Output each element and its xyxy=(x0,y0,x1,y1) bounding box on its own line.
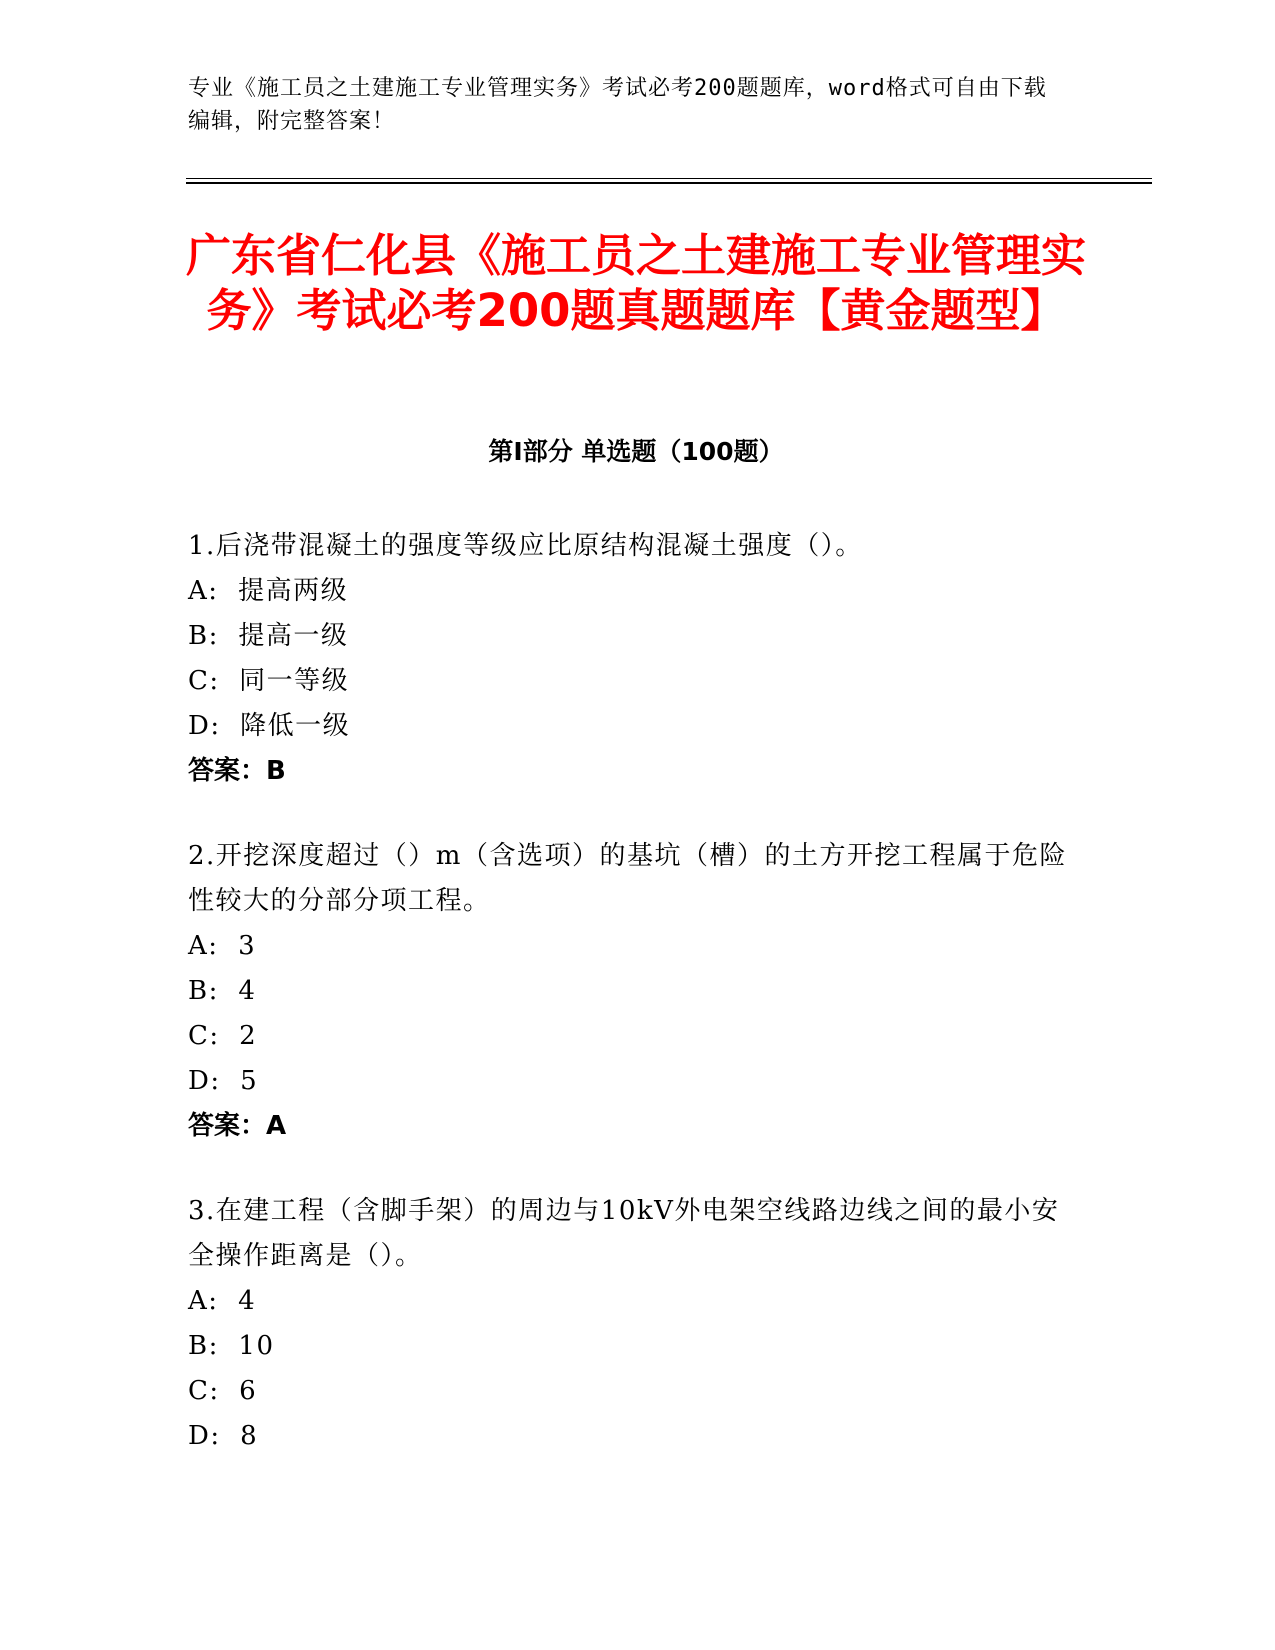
option-b: B: 提高一级 xyxy=(188,621,349,651)
header-divider-thick xyxy=(186,182,1152,184)
question-stem: 2.开挖深度超过（）m（含选项）的基坑（槽）的土方开挖工程属于危险性较大的分部分项工程。 xyxy=(188,841,1067,916)
option-d: D: 5 xyxy=(188,1066,259,1096)
option-d: D: 降低一级 xyxy=(188,711,351,741)
answer: 答案：A xyxy=(188,1111,287,1141)
answer: 答案：B xyxy=(188,756,286,786)
option-c: C: 6 xyxy=(188,1376,258,1406)
option-b: B: 10 xyxy=(188,1331,275,1361)
question-3 xyxy=(188,1189,1068,1459)
document-title: 广东省仁化县《施工员之土建施工专业管理实务》考试必考200题真题题库【黄金题型】 xyxy=(186,229,1087,337)
section-title: 第I部分 单选题（100题） xyxy=(488,437,784,466)
header-note: 专业《施工员之土建施工专业管理实务》考试必考200题题库，word格式可自由下载编辑，附完整答案！ xyxy=(188,76,1047,134)
option-c: C: 同一等级 xyxy=(188,666,350,696)
option-d: D: 8 xyxy=(188,1421,259,1451)
option-a: A: 提高两级 xyxy=(188,576,349,606)
option-b: B: 4 xyxy=(188,976,257,1006)
question-list xyxy=(188,524,1068,1499)
option-c: C: 2 xyxy=(188,1021,258,1051)
question-1 xyxy=(188,524,1068,794)
option-a: A: 4 xyxy=(188,1286,257,1316)
header-divider-thin xyxy=(186,178,1152,179)
question-2 xyxy=(188,834,1068,1149)
question-stem: 3.在建工程（含脚手架）的周边与10kV外电架空线路边线之间的最小安全操作距离是（）。 xyxy=(188,1196,1060,1271)
question-stem: 1.后浇带混凝土的强度等级应比原结构混凝土强度（）。 xyxy=(188,531,863,561)
option-a: A: 3 xyxy=(188,931,257,961)
